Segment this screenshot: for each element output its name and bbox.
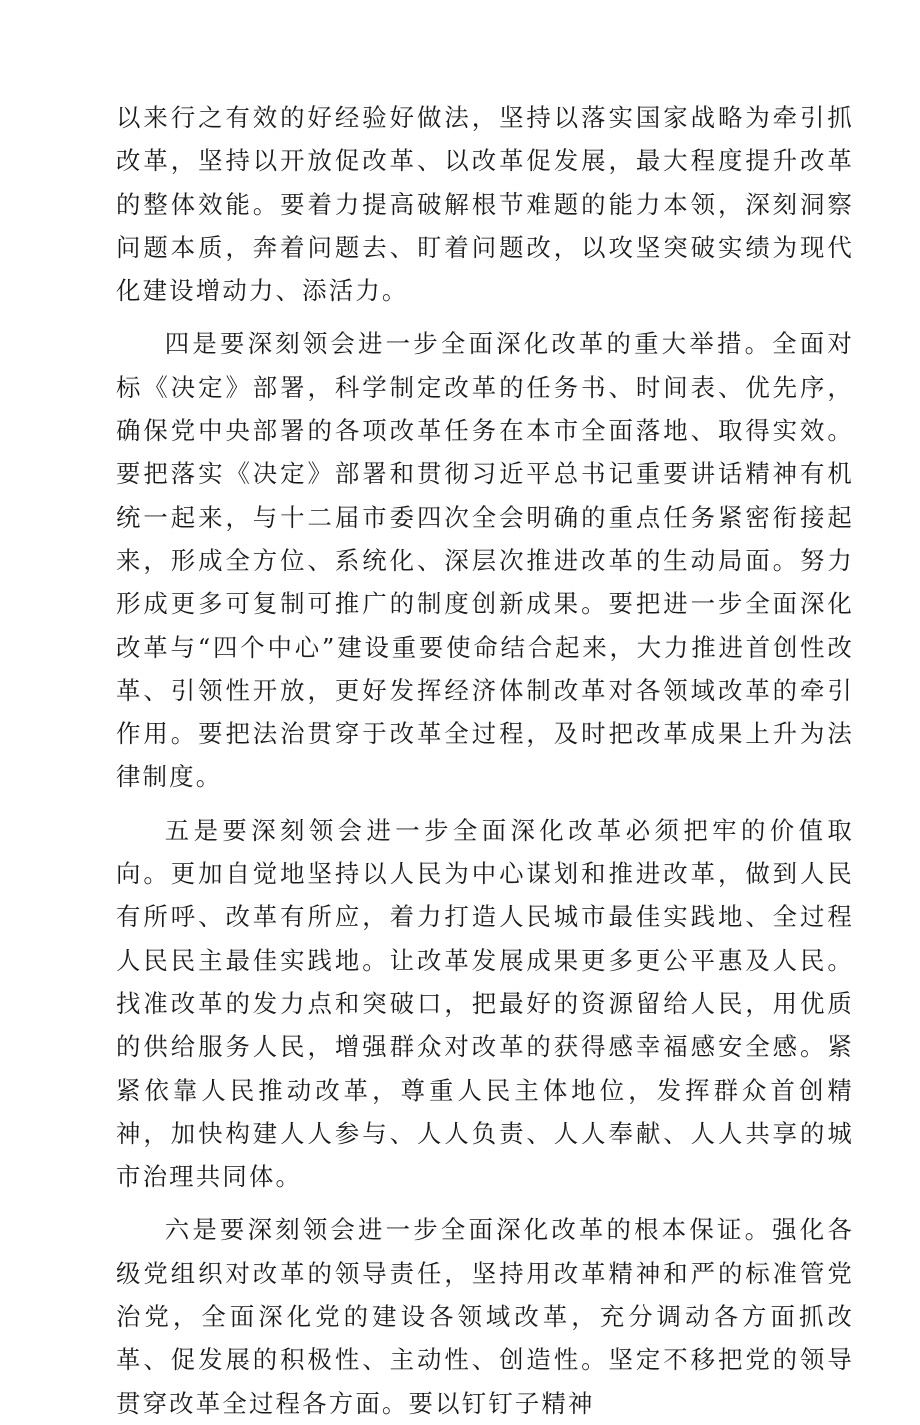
paragraph-five: 五是要深刻领会进一步全面深化改革必须把牢的价值取向。更加自觉地坚持以人民为中心谋划和推进改革，做到人民有所呼、改革有所应，着力打造人民城市最佳实践地、全过程人民民主最佳实践地。让改革发展成果更多更公平惠及人民。找准改革的发力点和突破口，把最好的资源留给人民，用优质的供给服务人民，增强群众对改革的获得感幸福感安全感。紧紧依靠人民推动改革，尊重人民主体地位，发挥群众首创精神，加快构建人人参与、人人负责、人人奉献、人人共享的城市治理共同体。 — [116, 815, 854, 1192]
paragraph-four: 四是要深刻领会进一步全面深化改革的重大举措。全面对标《决定》部署，科学制定改革的任务书、时间表、优先序，确保党中央部署的各项改革任务在本市全面落地、取得实效。要把落实《决定》部署和贯彻习近平总书记重要讲话精神有机统一起来，与十二届市委四次全会明确的重点任务紧密衔接起来，形成全方位、系统化、深层次推进改革的生动局面。努力形成更多可复制可推广的制度创新成果。要把进一步全面深化改革与“四个中心”建设重要使命结合起来，大力推进首创性改革、引领性开放，更好发挥经济体制改革对各领域改革的牵引作用。要把法治贯穿于改革全过程，及时把改革成果上升为法律制度。 — [116, 329, 854, 792]
paragraph-continuation: 以来行之有效的好经验好做法，坚持以落实国家战略为牵引抓改革，坚持以开放促改革、以改革促发展，最大程度提升改革的整体效能。要着力提高破解根节难题的能力本领，深刻洞察问题本质，奔着问题去、盯着问题改，以攻坚突破实绩为现代化建设增动力、添活力。 — [116, 103, 854, 306]
document-page — [116, 96, 854, 1425]
paragraph-six: 六是要深刻领会进一步全面深化改革的根本保证。强化各级党组织对改革的领导责任，坚持用改革精神和严的标准管党治党，全面深化党的建设各领域改革，充分调动各方面抓改革、促发展的积极性、主动性、创造性。坚定不移把党的领导贯穿改革全过程各方面。要以钉钉子精神 — [116, 1215, 854, 1418]
